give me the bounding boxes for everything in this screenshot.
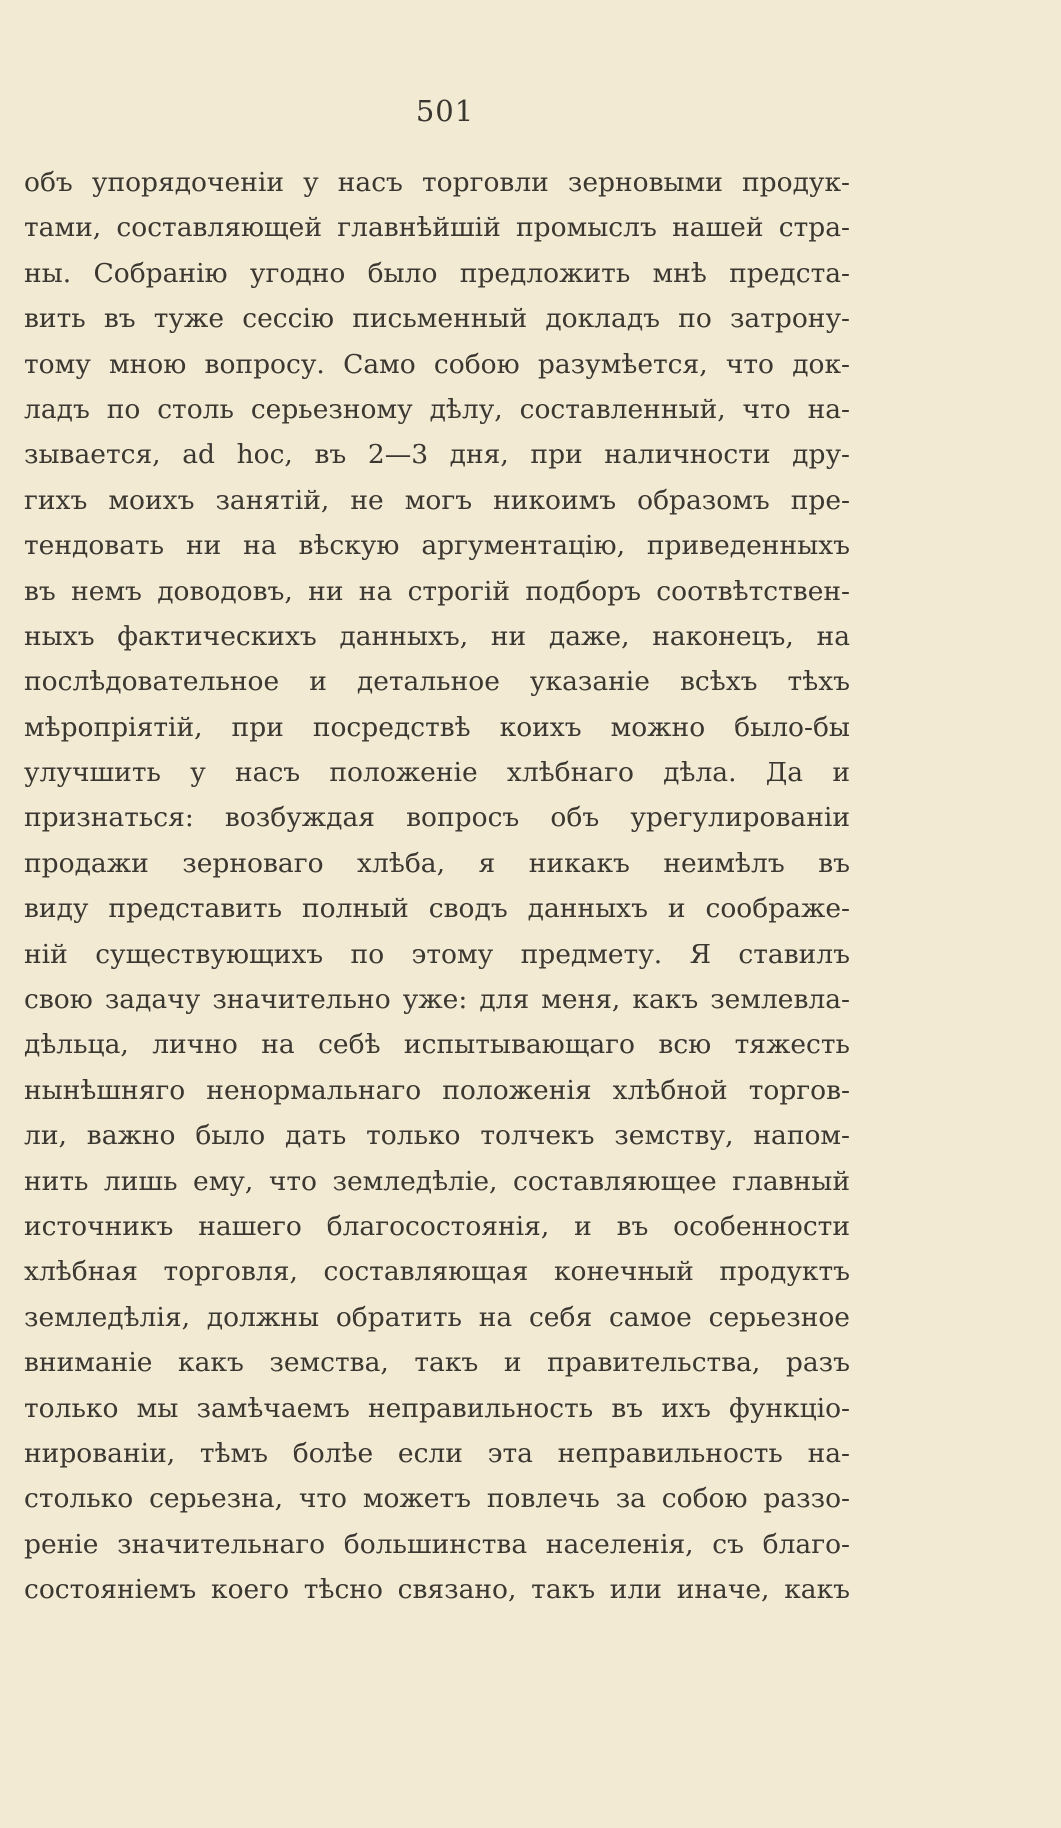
text-line: вниманіе какъ земства, такъ и правительства, разъ — [24, 1347, 850, 1379]
text-line: нынѣшняго ненормальнаго положенія хлѣбной торгов- — [24, 1074, 850, 1106]
text-line: только мы замѣчаемъ неправильность въ ихъ функціо- — [24, 1392, 850, 1424]
text-line: ныхъ фактическихъ данныхъ, ни даже, наконецъ, на — [24, 620, 850, 652]
text-line: хлѣбная торговля, составляющая конечный продуктъ — [24, 1256, 850, 1288]
text-line: объ упорядоченіи у насъ торговли зерновыми продук- — [24, 167, 850, 198]
text-line: свою задачу значительно уже: для меня, какъ землевла- — [24, 984, 850, 1016]
text-line: гихъ моихъ занятій, не могъ никоимъ образомъ пре- — [24, 484, 850, 516]
text-line: улучшить у насъ положеніе хлѣбнаго дѣла. Да и — [24, 757, 850, 789]
text-line: вить въ туже сессію письменный докладъ по затрону- — [24, 303, 850, 335]
text-line: ны. Собранію угодно было предложить мнѣ предста- — [24, 257, 850, 289]
text-line: въ немъ доводовъ, ни на строгій подборъ соотвѣтствен- — [24, 575, 850, 607]
text-line: зывается, ad hoc, въ 2—3 дня, при наличности дру- — [24, 439, 850, 471]
text-line: послѣдовательное и детальное указаніе всѣхъ тѣхъ — [24, 666, 850, 698]
text-line: ли, важно было дать только толчекъ земству, напом- — [24, 1120, 850, 1152]
text-line: продажи зерноваго хлѣба, я никакъ неимѣлъ въ — [24, 847, 850, 879]
text-line: мѣропріятій, при посредствѣ коихъ можно было-бы — [24, 711, 850, 743]
page-number: 501 — [415, 94, 475, 128]
text-line: нированіи, тѣмъ болѣе если эта неправильность на- — [24, 1437, 850, 1469]
text-line: виду представить полный сводъ данныхъ и соображе- — [24, 893, 850, 925]
body-text — [24, 160, 850, 1613]
text-line: нить лишь ему, что земледѣліе, составляющее главный — [24, 1165, 850, 1197]
text-line: признаться: возбуждая вопросъ объ урегулированіи — [24, 802, 850, 834]
text-line: тендовать ни на вѣскую аргументацію, приведенныхъ — [24, 530, 850, 562]
text-line: ній существующихъ по этому предмету. Я ставилъ — [24, 938, 850, 970]
text-line: источникъ нашего благосостоянія, и въ особенности — [24, 1210, 850, 1242]
text-line: земледѣлія, должны обратить на себя самое серьезное — [24, 1301, 850, 1333]
text-line: столько серьезна, что можетъ повлечь за собою раззо- — [24, 1483, 850, 1515]
text-line: реніе значительнаго большинства населенія, съ благо- — [24, 1528, 850, 1560]
text-line: дѣльца, лично на себѣ испытывающаго всю тяжесть — [24, 1029, 850, 1061]
text-line: тому мною вопросу. Само собою разумѣется, что док- — [24, 348, 850, 380]
text-line: состояніемъ коего тѣсно связано, такъ или иначе, какъ — [24, 1574, 850, 1606]
text-line: тами, составляющей главнѣйшій промыслъ нашей стра- — [24, 212, 850, 244]
text-line: ладъ по столь серьезному дѣлу, составленный, что на- — [24, 393, 850, 425]
